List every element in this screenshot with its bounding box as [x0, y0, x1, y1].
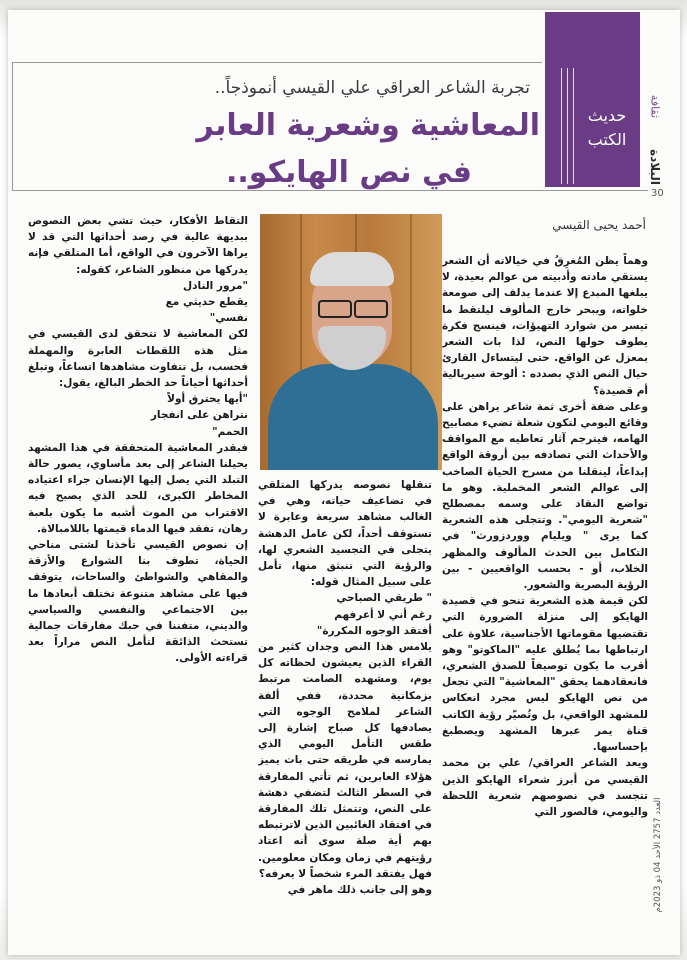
paragraph: وعلى ضفة أخرى ثمة شاعر يراهن على وقائع اليومي لتكون شعلة تضيء مصابيح الهامه، فيترجم آثار تعاطيه مع المواقف والأحداث التي تصادفه بين أروقة الواقع إبداعاً، لينقلنا من مسرح الحياة الصاخب إلى عوالم الشعر المخملية. وهو ما تواضع النقاد على وسمه بمصطلح "شعرية اليومي". وتتجلى هذه الشعرية كما يرى " ويليام ووردزورث" في التكامل بين الحدث المألوف والمظهر الخلاب، أو - بحسب الواقعيين - بين الرؤية البصرية والشعور.	[442, 400, 648, 592]
paragraph: فبقدر المعاشية المتحققة في هذا المشهد يحيلنا الشاعر إلى بعد مأساوي، يصور حالة التبلد التي يصل إليها الإنسان جراء اعتياده المخاطر الكبرى، للحد الذي يصبح فيه الاقتراب من الموت أشبه ما يكون بلعبة رهان، تفقد فيها الدماء قيمتها باللامبالاة.	[28, 441, 248, 535]
author-photo	[260, 214, 442, 470]
poem-line: الحمم"	[212, 425, 248, 438]
magazine-logo: البلادة	[648, 149, 662, 185]
poem-line: أفتقد الوجوه المكررة"	[316, 624, 432, 637]
page-number: 30	[651, 188, 664, 199]
article-headline-line2: في نص الهايكو..	[225, 155, 472, 190]
photo-hair	[310, 252, 394, 286]
paragraph: يلامس هذا النص وجدان كثير من القراء الذين يعيشون لحظاته كل يوم، ومشهده الصامت مرتبط بزمكانية محددة، ففي ألفة الشاعر لملامح الوجوه التي يصادفها كل صباح إشارة إلى طقس التأمل اليومي الذي يمارسه في طريقه حتى بات يميز هؤلاء العابرين، ثم تأتي المفارقة في السطر الثالث لتضفي دهشة على النص، وتتمثل تلك المفارقة في افتقاد الغائبين الذين لاترتبطه بهم أية صلة سوى أنه اعتاد رؤيتهم في زمان ومكان معلومين. فهل يفتقد المرء شخصاً لا يعرفه؟	[258, 641, 432, 880]
article-column-middle	[258, 477, 432, 911]
poem-line: " طريقي الصباحي	[336, 592, 432, 605]
paragraph: تنقلها نصوصه يدركها المتلقي في تضاعيف حياته، وهي في الغالب مشاهد سريعة وعابرة لا تستوقف أحداً، لكن عامل الدهشة يتجلى في التجسيد الشعري لها، والرؤية التي تنبثق منها، تأمل على سبيل المثال قوله:	[258, 479, 432, 589]
issue-footer	[648, 790, 662, 940]
poem-line: نتراهن على انفجار	[150, 409, 248, 422]
poem-line: يقطع حديثي مع	[165, 296, 248, 309]
badge-decor-line	[561, 68, 562, 184]
poem-line: نفسي"	[209, 312, 248, 325]
paragraph: التقاط الأفكار، حيث تشي بعض النصوص ببديهة عالية في رصد أحداثها التي قد لا يراها الآخرون في الواقع، أما المتلقي فإنه يدركها من منظور الشاعر، كقوله:	[28, 215, 248, 276]
badge-decor-line	[573, 68, 574, 184]
article-column-left	[28, 213, 248, 909]
photo-glasses	[316, 300, 388, 316]
header-rule-bottom	[12, 190, 648, 191]
section-category-label: ثقافة	[648, 94, 662, 119]
section-badge	[545, 12, 640, 187]
header-rule-top	[12, 62, 542, 63]
paragraph: إن نصوص القيسي تأخذنا لشتى مناحي الحياة، تطوف بنا الشوارع والأزقة والمقاهي والشواطئ والساحات، يتوقف فيها على مشاهد متنوعة تختلف أبعادها ما بين الاجتماعي والنفسي والسياسي والديني، متفننا في حبك مفارقات جمالية تستحث الذائقة لتأمل النص مراراً بعد قراءته الأولى.	[28, 539, 248, 665]
badge-decor-line	[567, 68, 568, 184]
article-column-right	[442, 253, 648, 883]
poem-line: "أيها يحترق أولاً	[167, 393, 248, 406]
paragraph: ويعد الشاعر العراقي/ علي بن محمد القيسي من أبرز شعراء الهايكو الذين تتجسد في نصوصهم شعرية اللحظة واليومي، فالصور التي	[442, 757, 648, 818]
poem-line: "مرور النادل	[183, 279, 248, 292]
article-headline-line1: المعاشية وشعرية العابر	[196, 108, 540, 143]
paragraph: لكن قيمة هذه الشعرية تنحو في قصيدة الهايكو إلى منزلة الضرورة التي تقتضيها مقوماتها الأجناسية، علاوة على ارتباطها بما يُطلق عليه "الماكوتو" وهو أقرب ما يكون توصيفاً للصدق الشعري، فانعقادهما يحقق "المعاشية" التي تجعل من نص الهايكو ليس مجرد انعكاس للمشهد الواقعي، بل وتُصيّر رؤية الكاتب قناة يمر عبرها المشهد ويصطبغ بإحساسها.	[442, 595, 648, 754]
photo-shirt	[268, 364, 438, 470]
paragraph: لكن المعاشية لا تتحقق لدى القيسي في مثل هذه اللقطات العابرة والمهملة فحسب، بل تتفاوت مشاهدها اتساعاً، وتبلغ أحداثها أحياناً حد الخطر البالغ، يقول:	[28, 328, 248, 390]
paragraph: وهو إلى جانب ذلك ماهر في	[287, 884, 432, 897]
paragraph: وهماً يظن المُغرِقُ في خيالاته أن الشعر يستقي مادته وأدبيته من عوالم بعيدة، لا يبلغها المبدع إلا عندما يدلف إلى صومعة خلواته، ويبحر خارج المألوف ليلتقط ما تيسر من شوارد التهيؤات، فينسج فكرة يطوف حولها النص، لذا بات الشعر بمعزل عن الواقع. حتى ليتساءل القارئ حيال النص الذي بصدده : ألوحة سيريالية أم قصيدة؟	[442, 255, 648, 397]
section-title: حديث الكتب	[587, 106, 627, 149]
side-strip	[645, 60, 665, 185]
issue-info: العدد 2757 الأحد 04 ذو 2023م	[653, 797, 663, 913]
header-rule-left	[12, 62, 13, 190]
author-name: أحمد يحيى القيسي	[552, 218, 646, 232]
poem-line: رغم أني لا أعرفهم	[334, 608, 432, 621]
article-subtitle: تجربة الشاعر العراقي علي القيسي أنموذجاً..	[214, 78, 530, 98]
